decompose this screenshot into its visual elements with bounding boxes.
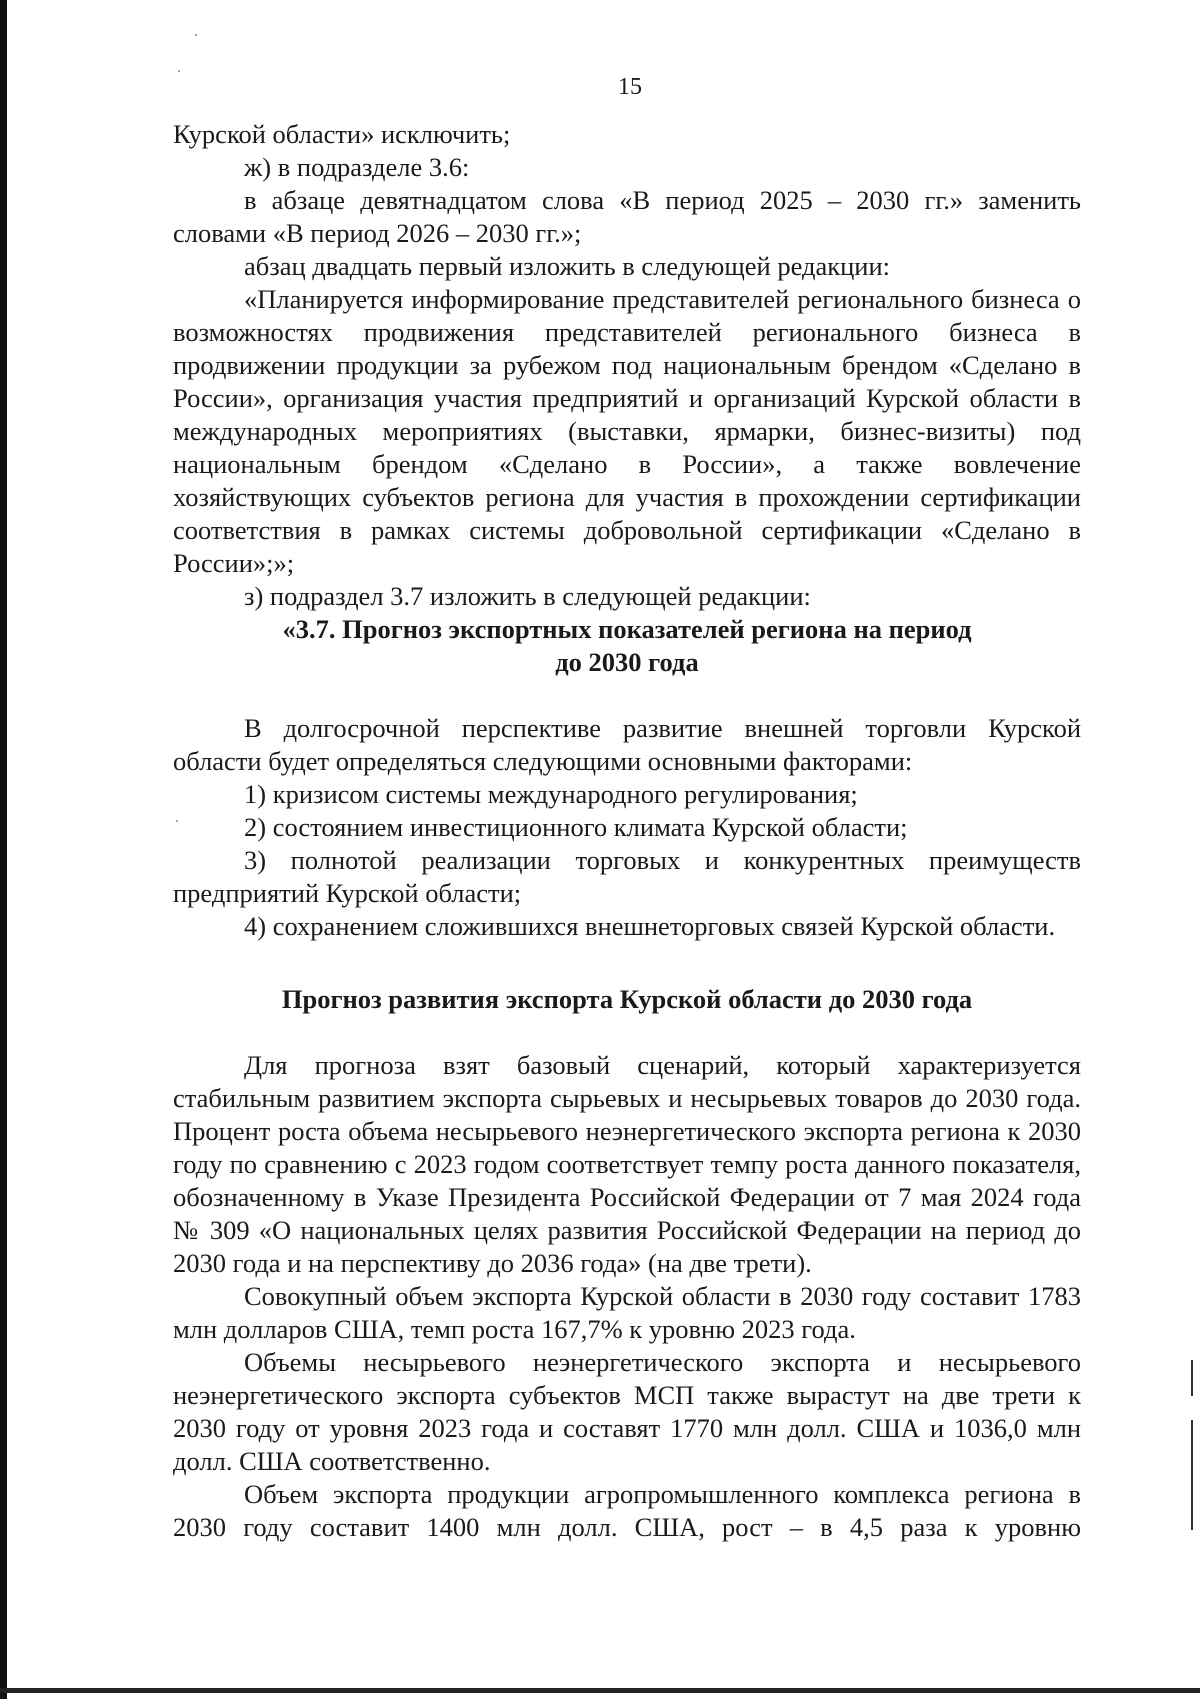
scan-left-edge <box>0 0 7 1699</box>
paragraph: з) подраздел 3.7 изложить в следующей редакции: <box>244 581 811 611</box>
paragraph: ж) в подразделе 3.6: <box>244 152 470 182</box>
paragraph: в абзаце девятнадцатом слова «В период 2025 – 2030 гг.» заменить словами «В период 2026 – 2030 гг.»; <box>173 185 1081 248</box>
paragraph: Для прогноза взят базовый сценарий, который характеризуется стабильным развитием экспорта сырьевых и несырьевых товаров до 2030 года. Процент роста объема несырьевого неэнергетического экспорта региона к 2030 году по сравнению с 2023 годом соответствует темпу роста данного показателя, обозначенному в Указе Президента Российской Федерации от 7 мая 2024 года № 309 «О национальных целях развития Российской Федерации на период до 2030 года и на перспективу до 2036 года» (на две трети). <box>173 1050 1081 1278</box>
spacer <box>173 1016 1081 1049</box>
page-number: 15 <box>618 74 642 100</box>
spacer <box>173 679 1081 712</box>
scan-right-mark <box>1191 1420 1193 1530</box>
scan-speck <box>178 70 180 72</box>
paragraph: «Планируется информирование представителей регионального бизнеса о возможностях продвижения представителей регионального бизнеса в продвижении продукции за рубежом под национальным брендом «Сделано в России», организация участия предприятий и организаций Курской области в международных мероприятиях (выставки, ярмарки, бизнес-визиты) под национальным брендом «Сделано в России», а также вовлечение хозяйствующих субъектов региона для участия в прохождении сертификации соответствия в рамках системы добровольной сертификации «Сделано в России»;»; <box>173 284 1081 578</box>
list-item: 1) кризисом системы международного регулирования; <box>244 779 858 809</box>
list-item: 4) сохранением сложившихся внешнеторговых связей Курской области. <box>244 911 1056 941</box>
list-item: 3) полнотой реализации торговых и конкурентных преимуществ предприятий Курской области; <box>173 845 1081 908</box>
scan-speck <box>195 34 197 36</box>
paragraph: Объем экспорта продукции агропромышленного комплекса региона в 2030 году составит 1400 млн долл. США, рост – в 4,5 раза к уровню <box>173 1479 1081 1542</box>
scan-right-mark <box>1191 1360 1193 1396</box>
paragraph: Курской области» исключить; <box>173 119 511 149</box>
section-heading: «3.7. Прогноз экспортных показателей региона на период <box>282 614 972 644</box>
scan-bottom-edge <box>0 1688 1200 1693</box>
spacer <box>173 943 1081 983</box>
list-item: 2) состоянием инвестиционного климата Курской области; <box>244 812 908 842</box>
paragraph: Объемы несырьевого неэнергетического экспорта и несырьевого неэнергетического экспорта субъектов МСП также вырастут на две трети к 2030 году от уровня 2023 года и составят 1770 млн долл. США и 1036,0 млн долл. США соответственно. <box>173 1347 1081 1476</box>
paragraph: В долгосрочной перспективе развитие внешней торговли Курской области будет определяться следующими основными факторами: <box>173 713 1081 776</box>
section-heading: до 2030 года <box>555 647 699 677</box>
paragraph: абзац двадцать первый изложить в следующей редакции: <box>244 251 891 281</box>
paragraph: Совокупный объем экспорта Курской области в 2030 году составит 1783 млн долларов США, темп роста 167,7% к уровню 2023 года. <box>173 1281 1081 1344</box>
document-body <box>173 118 1081 1544</box>
subsection-heading: Прогноз развития экспорта Курской области до 2030 года <box>281 984 973 1014</box>
